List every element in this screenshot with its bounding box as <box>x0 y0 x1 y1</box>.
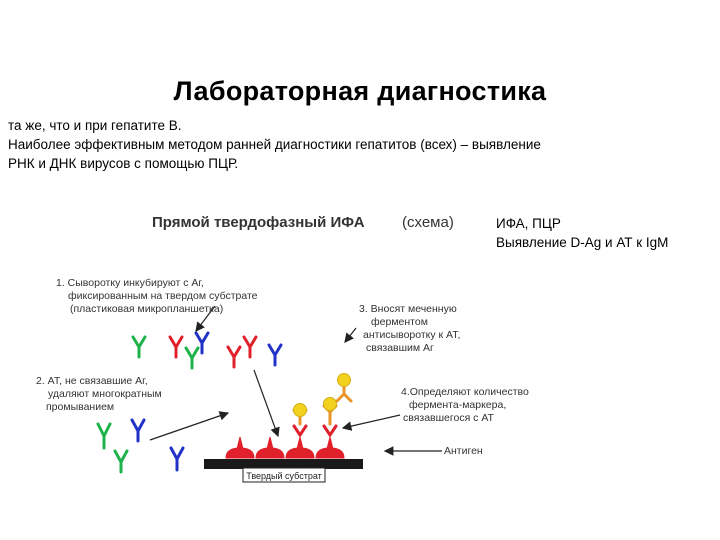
labelled-conjugates <box>294 374 352 425</box>
body-line-1: та же, что и при гепатите В. <box>8 118 182 133</box>
page-title: Лабораторная диагностика <box>173 76 547 106</box>
step-3-line-3: антисыворотку к АТ, <box>363 329 461 341</box>
diagram-title: Прямой твердофазный ИФА <box>152 214 365 231</box>
bound-antibodies <box>294 426 336 435</box>
antigens <box>226 437 344 458</box>
step-1-text <box>56 277 258 315</box>
step-4-line-3: связавшегося с АТ <box>403 412 494 424</box>
antigen-icon <box>316 437 344 458</box>
antibody-icon <box>98 424 110 448</box>
antibody-icon <box>269 345 281 365</box>
step-1-line-3: (пластиковая микропланшетка) <box>70 303 224 315</box>
arrow-step2 <box>150 413 228 440</box>
arrow-step4 <box>343 415 400 428</box>
step-2-line-1: 2. АТ, не связавшие Аг, <box>36 375 148 387</box>
arrow-step3 <box>345 328 356 342</box>
antibody-icon <box>132 420 144 441</box>
antibody-icon <box>171 448 183 470</box>
conjugate-icon <box>337 374 351 402</box>
arrow-long <box>254 370 278 436</box>
antibody-icon <box>133 337 145 357</box>
antigen-icon <box>256 437 284 458</box>
free-antibodies <box>98 333 281 472</box>
antigen-icon <box>226 437 254 458</box>
antibody-icon <box>244 337 256 357</box>
antibody-icon <box>115 451 127 472</box>
conjugate-icon <box>294 404 307 425</box>
body-text <box>8 116 708 173</box>
step-4-line-1: 4.Определяют количество <box>401 386 529 398</box>
body-line-2: Наиболее эффективным методом ранней диагностики гепатитов (всех) – выявление <box>8 137 541 152</box>
side-note-line-1: ИФА, ПЦР <box>496 216 561 231</box>
step-4-line-2: фермента-маркера, <box>409 399 507 411</box>
antigen-label: Антиген <box>444 445 483 457</box>
step-3-line-4: связавшим Аг <box>366 342 434 354</box>
side-note-line-2: Выявление D-Ag и АТ к IgM <box>496 235 669 250</box>
step-4-text <box>401 386 529 424</box>
antibody-icon <box>186 348 198 368</box>
substrate-label: Твердый субстрат <box>246 471 322 481</box>
elisa-diagram <box>0 200 720 540</box>
bound-antibody-icon <box>324 426 336 435</box>
step-1-line-1: 1. Сыворотку инкубируют с Аг, <box>56 277 204 289</box>
step-3-text <box>359 303 460 354</box>
body-line-3: РНК и ДНК вирусов с помощью ПЦР. <box>8 156 239 171</box>
step-1-line-2: фиксированным на твердом субстрате <box>68 290 258 302</box>
step-2-line-2: удаляют многократным <box>48 388 162 400</box>
antigen-icon <box>286 437 314 458</box>
conjugate-icon <box>324 398 337 425</box>
step-2-text <box>36 375 162 413</box>
step-3-line-1: 3. Вносят меченную <box>359 303 457 315</box>
bound-antibody-icon <box>294 426 306 435</box>
step-2-line-3: промыванием <box>46 401 115 413</box>
step-3-line-2: ферментом <box>371 316 428 328</box>
antibody-icon <box>170 337 182 357</box>
diagram-title-suffix: (схема) <box>402 214 454 231</box>
antibody-icon <box>228 347 240 367</box>
